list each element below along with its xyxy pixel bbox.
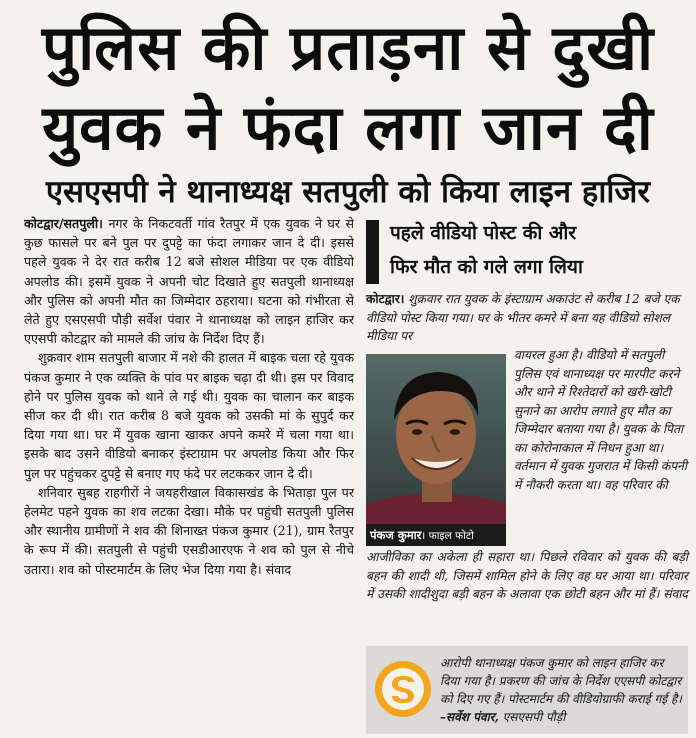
photo-caption [366, 524, 506, 546]
sidebar-heading [366, 216, 688, 288]
article-dateline: कोटद्वार/सतपुली। [24, 216, 103, 231]
sidebar-title [390, 216, 690, 284]
official-quote-box [366, 646, 688, 734]
main-headline [10, 8, 686, 168]
sidebar-intro-text: शुक्रवार रात युवक के इंस्टाग्राम अकाउंट से करीब 12 बजे एक वीडियो पोस्ट किया गया। घर के भीतर कमरे में बना यह वीडियो सोशल मीडिया पर [366, 292, 680, 343]
article-paragraph-1-text: नगर के निकटवर्ती गांव रैतपुर में एक युवक ने घर से कुछ फासले पर बने पुल पर दुपट्टे का फंदा लगाकर जान दे दी। इससे पहले युवक ने देर रात करीब 12 बजे सोशल मीडिया पर एक वीडियो अपलोड की। इसमें युवक ने अपनी चोट दिखाते हुए सतपुली थानाध्यक्ष और पुलिस को अपनी मौत का जिम्मेदार ठहराया। घटना को गंभीरता से लेते हुए एसएसपी पौड़ी सर्वेश पंवार ने थानाध्यक्ष को लाइन हाजिर कर एएसपी कोटद्वार को मामले की जांच के निर्देश दिए हैं। [24, 216, 354, 347]
sidebar-bottom-text: आजीविका का अकेला ही सहारा था। पिछले रविवार को युवक की बड़ी बहन की शादी थी, जिसमें शामिल होने के लिए वह घर आया था। परिवार में उसकी शादीशुदा बड़ी बहन के अलावा एक छोटी बहन और मां हैं। संवाद [366, 550, 688, 601]
quote-text [440, 654, 684, 726]
sidebar-heading-bar [366, 220, 379, 284]
sidebar-wrap-text: वायरल हुआ है। वीडियो में सतपुली पुलिस एवं थानाध्यक्ष पर मारपीट करने और थाने में रिश्तेदारों को खरी-खोटी सुनाने का आरोप लगाते हुए मौत का जिम्मेदार बताया गया है। युवक के पिता का कोरोनाकाल में निधन हुआ था। वर्तमान में युवक गुजरात में किसी कंपनी में नौकरी करता था। वह परिवार की [514, 348, 688, 492]
article-paragraph-2: शुक्रवार शाम सतपुली बाजार में नशे की हालत में बाइक चला रहे युवक पंकज कुमार ने एक व्यक्ति के पांव पर बाइक चढ़ा दी थी। इस पर विवाद होने पर पुलिस युवक को थाने ले गई थी। युवक का चालान कर बाइक सीज कर दी थी। रात करीब 8 बजे युवक को उसकी मां के सुपुर्द कर दिया गया था। घर में युवक खाना खाकर अपने कमरे में चला गया था। इसके बाद उसने वीडियो बनाकर इंस्टाग्राम पर अपलोड किया और फिर पुल पर पहुंचकर दुपट्टे से बनाए गए फंदे पर लटककर जान दे दी। [24, 350, 354, 481]
sidebar-dateline: कोटद्वार। [366, 292, 405, 306]
article-paragraph-3: शनिवार सुबह राहगीरों ने जयहरीखाल विकासखंड के भिताड़ा पुल पर हेलमेट पहने युवक का शव लटका देखा। मौके पर पहुंची सतपुली पुलिस और स्थानीय ग्रामीणों ने शव की शिनाख्त पंकज कुमार (21), ग्राम रैतपुर के रूप में की। सतपुली से पहुंची एसडीआरएफ ने शव को पुल से नीचे उतारा। शव को पोस्टमार्टम के लिए भेज दिया गया है। संवाद [24, 484, 354, 577]
sidebar-intro [366, 290, 688, 346]
photo-caption-name: पंकज कुमार [370, 528, 422, 542]
article-paragraph-1 [24, 214, 354, 348]
quote-designation: एसएसपी पौड़ी [498, 710, 566, 724]
headline-line-2: युवक ने फंदा लगा जान दी [42, 91, 654, 164]
portrait-image [366, 354, 506, 546]
sidebar-title-line-2: फिर मौत को गले लगा लिया [390, 256, 583, 278]
quote-icon [374, 660, 432, 718]
headline-line-1: पुलिस की प्रताड़ना से दुखी [41, 11, 655, 84]
quote-body: आरोपी थानाध्यक्ष पंकज कुमार को लाइन हाजिर कर दिया गया है। प्रकरण की जांच के निर्देश एएसपी कोटद्वार को दिए गए हैं। पोस्टमार्टम की वीडियोग्राफी कराई गई है। [440, 656, 682, 706]
victim-photo [366, 354, 506, 546]
quote-signature: –सर्वेश पंवार, [440, 710, 499, 724]
main-article-body [24, 214, 354, 738]
subheadline: एसएसपी ने थानाध्यक्ष सतपुली को किया लाइन हाजिर [45, 174, 651, 210]
sidebar-title-line-1: पहले वीडियो पोस्ट की और [390, 222, 577, 244]
photo-caption-tag: । फाइल फोटो [421, 530, 474, 542]
